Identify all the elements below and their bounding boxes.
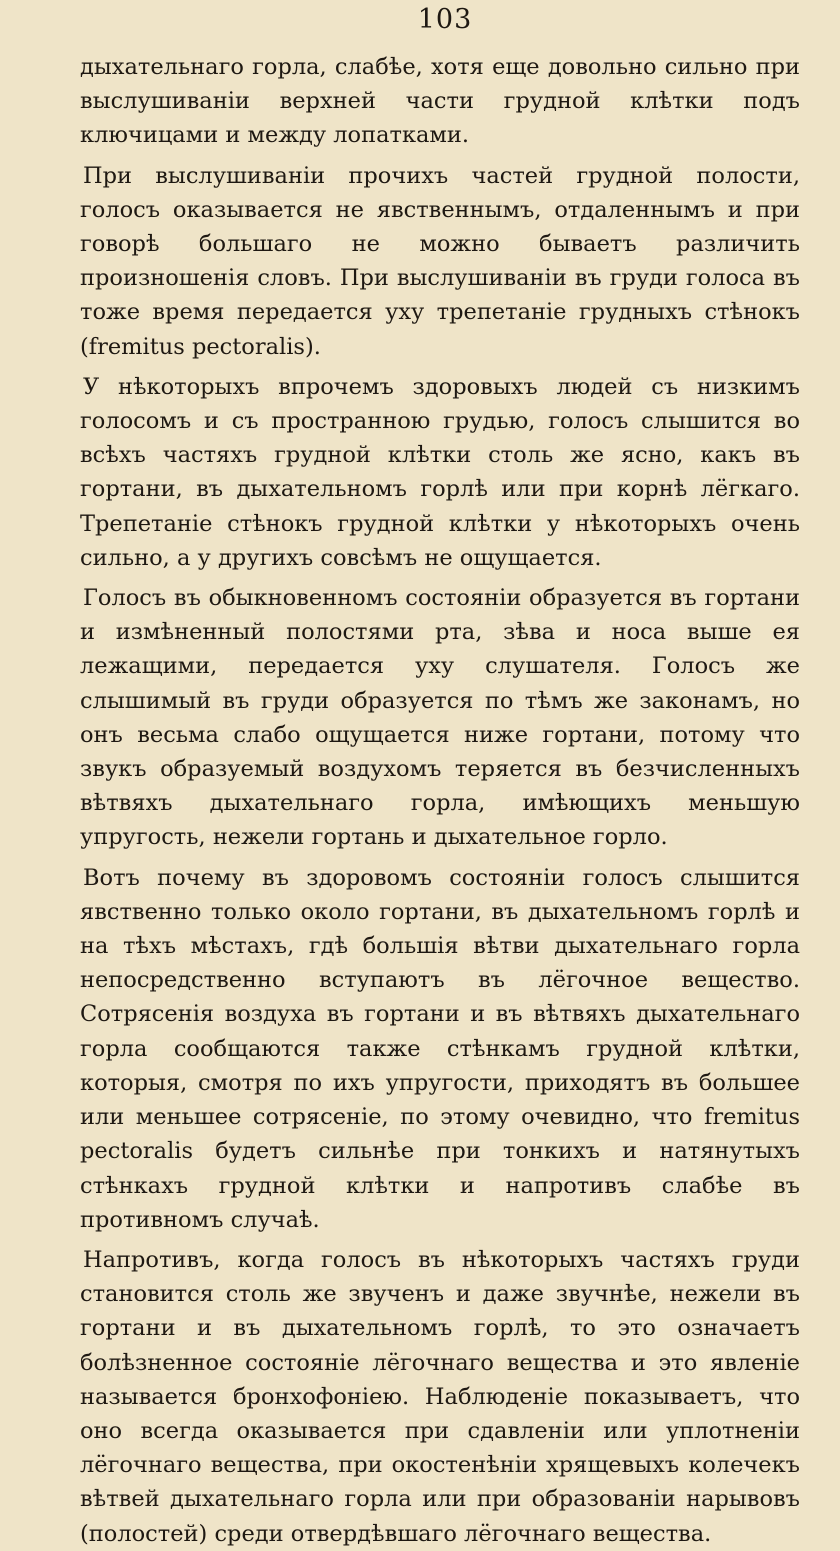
paragraph-4: Голосъ въ обыкновенномъ состояніи образуется въ гортани и измѣненный полостями рта, зѣва и носа выше ея лежащими, передается уху слушателя. Голосъ же слышимый въ груди образуется по тѣмъ же законамъ, но онъ весьма слабо ощущается ниже гортани, потому что звукъ образуемый воздухомъ теряется въ безчисленныхъ вѣтвяхъ дыхательнаго горла, имѣющихъ меньшую упругость, нежели гортань и дыхательное горло. <box>80 585 800 851</box>
paragraph-2: При выслушиваніи прочихъ частей грудной полости, голосъ оказывается не явственнымъ, отдаленнымъ и при говорѣ большаго не можно бываетъ различить произношенія словъ. При выслушиваніи въ груди голоса въ тоже время передается уху трепетаніе грудныхъ стѣнокъ (fremitus pectoralis). <box>80 162 800 360</box>
paragraph-5: Вотъ почему въ здоровомъ состояніи голосъ слышится явственно только около гортани, въ дыхательномъ горлѣ и на тѣхъ мѣстахъ, гдѣ большія вѣтви дыхательнаго горла непосредственно вступаютъ въ лёгочное вещество. Сотрясенія воздуха въ гортани и въ вѣтвяхъ дыхательнаго горла сообщаются также стѣнкамъ грудной клѣтки, которыя, смотря по ихъ упругости, приходятъ въ большее или меньшее сотрясеніе, по этому очевидно, что fremitus pectoralis будетъ сильнѣе при тонкихъ и натянутыхъ стѣнкахъ грудной клѣтки и напротивъ слабѣе въ противномъ случаѣ. <box>80 864 800 1233</box>
paragraph-3: У нѣкоторыхъ впрочемъ здоровыхъ людей съ низкимъ голосомъ и съ пространною грудью, голосъ слышится во всѣхъ частяхъ грудной клѣтки столь же ясно, какъ въ гортани, въ дыхательномъ горлѣ или при корнѣ лёгкаго. Трепетаніе стѣнокъ грудной клѣтки у нѣкоторыхъ очень сильно, а у другихъ совсѣмъ не ощущается. <box>80 373 800 571</box>
paragraph-6: Напротивъ, когда голосъ въ нѣкоторыхъ частяхъ груди становится столь же звученъ и даже звучнѣе, нежели въ гортани и въ дыхательномъ горлѣ, то это означаетъ болѣзненное состояніе лёгочнаго вещества и это явленіе называется бронхофоніею. Наблюденіе показываетъ, что оно всегда оказывается при сдавленіи или уплотненіи лёгочнаго вещества, при окостенѣніи хрящевыхъ колечекъ вѣтвей дыхательнаго горла или при образованіи нарывовъ (полостей) среди отвердѣвшаго лёгочнаго вещества. <box>80 1246 800 1547</box>
page-number: 103 <box>417 4 473 35</box>
paragraph-1: дыхательнаго горла, слабѣе, хотя еще довольно сильно при выслушиваніи верхней части грудной клѣтки подъ ключицами и между лопатками. <box>80 54 800 149</box>
body-text <box>80 50 800 1551</box>
